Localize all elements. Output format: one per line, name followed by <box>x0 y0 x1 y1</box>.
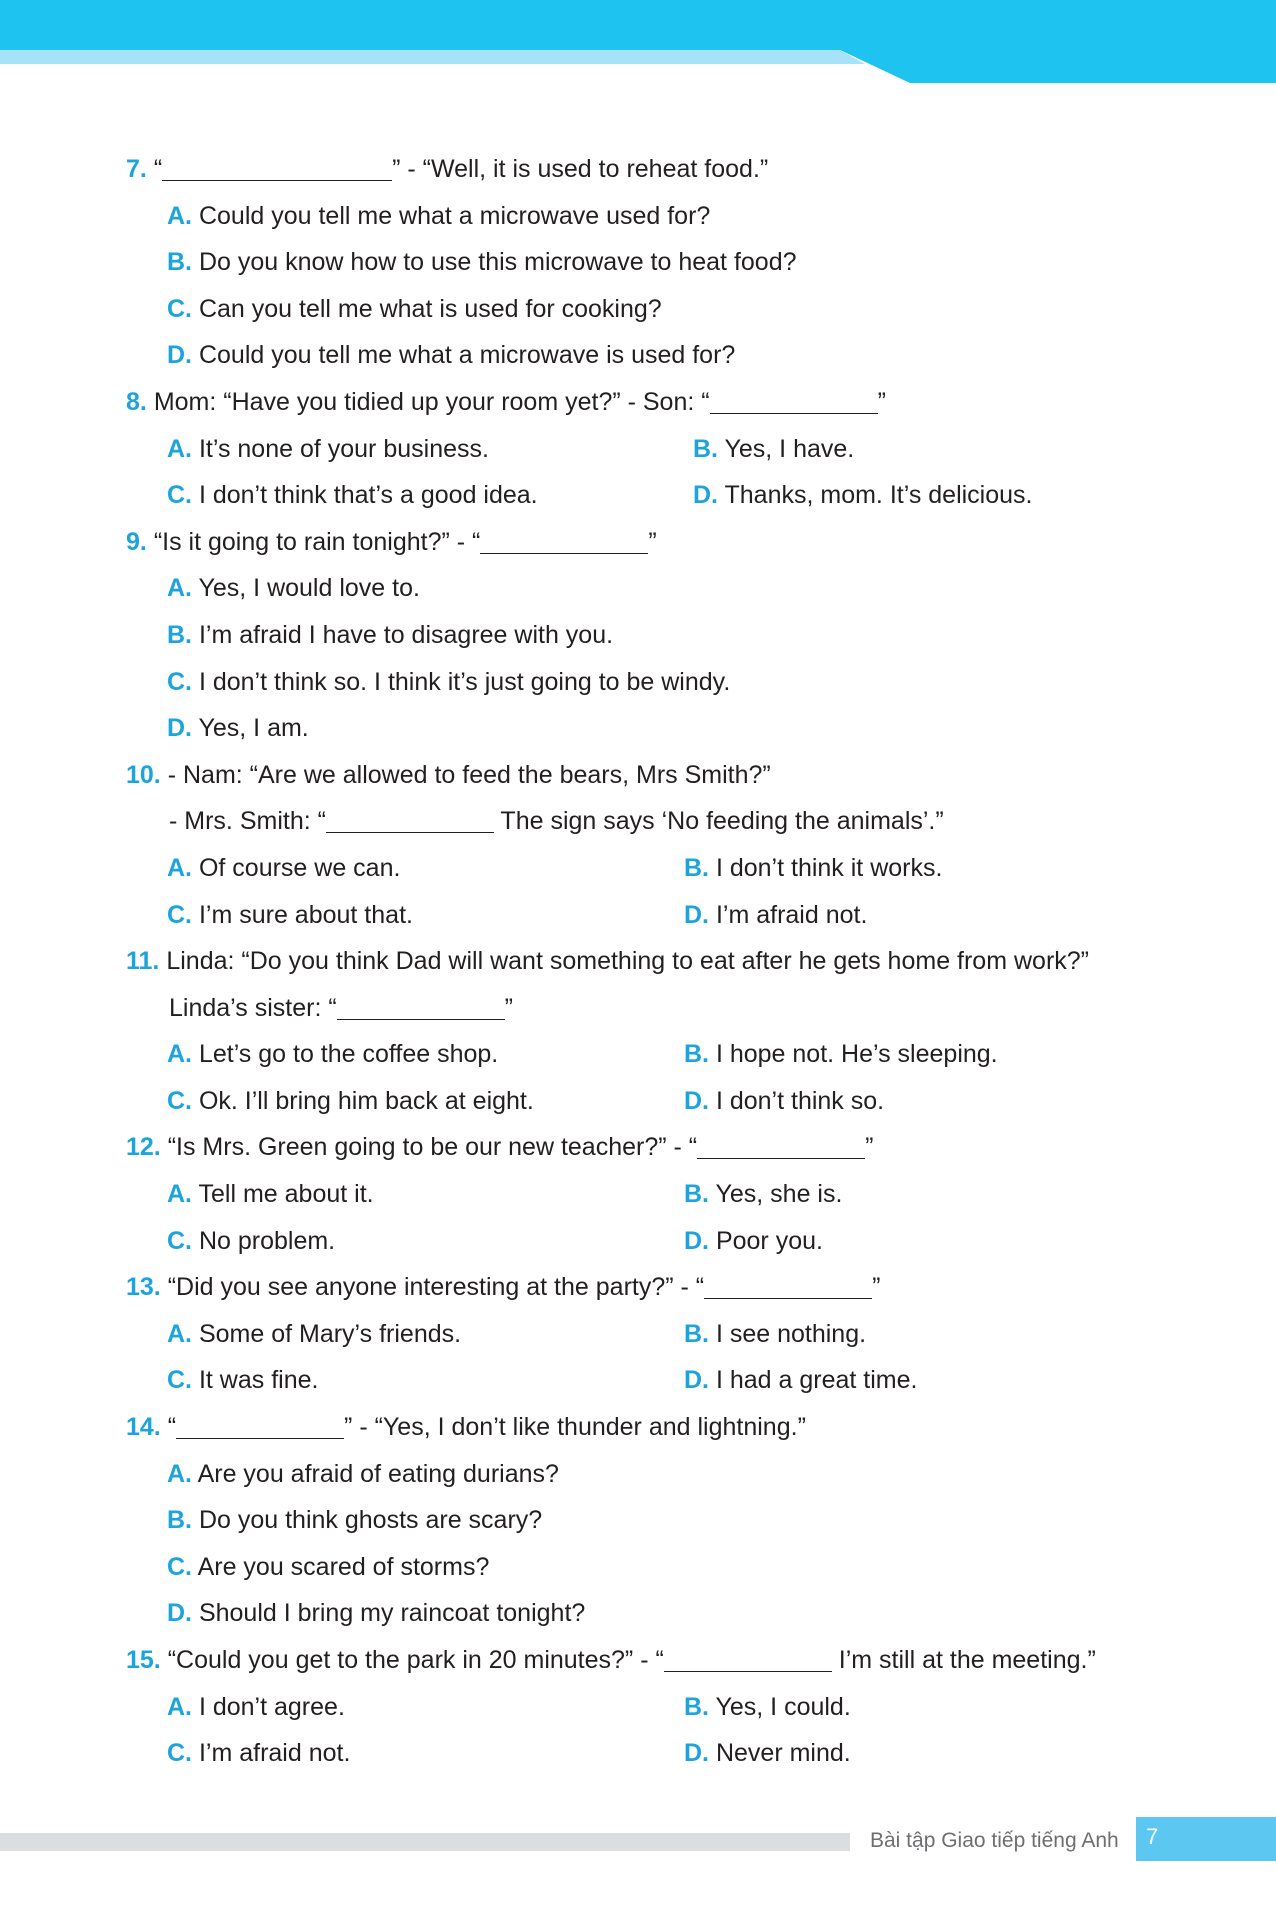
option-letter: A. <box>167 1180 192 1209</box>
question-text: - Nam: “Are we allowed to feed the bears, Mrs Smith?” <box>167 760 771 789</box>
option-letter: D. <box>684 900 709 929</box>
option-text: I don’t think that’s a good idea. <box>198 481 538 510</box>
answer-blank <box>176 1410 344 1439</box>
option-letter: D. <box>684 1739 709 1768</box>
option-letter: B. <box>684 1319 709 1348</box>
question-number: 14. <box>126 1413 161 1442</box>
question-text: “Is it going to rain tonight?” - “ <box>153 527 481 556</box>
answer-blank <box>337 991 505 1020</box>
option-text: I don’t think it works. <box>715 853 943 882</box>
option-letter: A. <box>167 574 192 603</box>
answer-option[interactable] <box>167 435 489 463</box>
option-letter: A. <box>167 1319 192 1348</box>
option-text: Of course we can. <box>198 853 401 882</box>
answer-blank <box>704 1270 872 1299</box>
question-text: The sign says ‘No feeding the animals’.” <box>493 807 944 836</box>
option-text: I don’t agree. <box>198 1692 345 1721</box>
answer-row <box>126 1218 1166 1265</box>
answer-option[interactable] <box>126 705 1166 752</box>
option-text: Do you think ghosts are scary? <box>198 1506 543 1535</box>
option-letter: B. <box>684 1692 709 1721</box>
question-text: “Did you see anyone interesting at the party?” - “ <box>167 1273 705 1302</box>
question-number: 13. <box>126 1273 161 1302</box>
question-number: 9. <box>126 527 147 556</box>
option-letter: C. <box>167 1086 192 1115</box>
answer-option[interactable] <box>126 1590 1166 1637</box>
question-stem <box>126 379 1166 426</box>
question-text: ” - “Yes, I don’t like thunder and lightning.” <box>344 1413 806 1442</box>
option-letter: A. <box>167 853 192 882</box>
question-text: ” <box>872 1273 881 1302</box>
option-text: I see nothing. <box>715 1319 867 1348</box>
answer-option[interactable] <box>684 1218 823 1265</box>
option-text: Do you know how to use this microwave to heat food? <box>198 248 797 277</box>
option-text: Yes, she is. <box>715 1180 843 1209</box>
option-text: Ok. I’ll bring him back at eight. <box>198 1086 534 1115</box>
answer-row <box>126 472 1166 519</box>
option-letter: C. <box>167 900 192 929</box>
option-text: I’m afraid not. <box>198 1739 351 1768</box>
question-text: Linda: “Do you think Dad will want something to eat after he gets home from work?” <box>166 947 1089 976</box>
option-text: I’m sure about that. <box>198 900 413 929</box>
question-continuation <box>126 798 1166 845</box>
option-text: It was fine. <box>198 1366 319 1395</box>
answer-row <box>126 426 1166 473</box>
answer-row <box>126 1684 1166 1731</box>
option-text: I don’t think so. <box>715 1086 885 1115</box>
option-text: Let’s go to the coffee shop. <box>198 1040 499 1069</box>
option-letter: C. <box>167 294 192 323</box>
answer-row <box>126 845 1166 892</box>
answer-row <box>126 1078 1166 1125</box>
question-text: “ <box>153 155 163 183</box>
answer-option[interactable] <box>126 332 1166 379</box>
answer-option[interactable] <box>167 1366 318 1394</box>
option-text: Are you afraid of eating durians? <box>197 1459 559 1488</box>
option-text: Yes, I am. <box>198 714 309 743</box>
option-letter: B. <box>684 1040 709 1069</box>
answer-row <box>126 1357 1166 1404</box>
answer-option[interactable] <box>167 1040 498 1068</box>
answer-option[interactable] <box>167 1739 350 1767</box>
answer-blank <box>664 1643 832 1672</box>
option-text: Yes, I could. <box>715 1692 851 1721</box>
option-letter: A. <box>167 434 192 463</box>
answer-option[interactable] <box>167 854 400 882</box>
question-number: 10. <box>126 760 161 789</box>
answer-row <box>126 1730 1166 1777</box>
option-text: I’m afraid not. <box>715 900 868 929</box>
question-stem <box>126 1404 1166 1451</box>
option-text: I’m afraid I have to disagree with you. <box>198 620 614 649</box>
answer-option[interactable] <box>167 1087 534 1115</box>
question-stem <box>126 146 1166 193</box>
answer-row <box>126 1171 1166 1218</box>
question-text: Mom: “Have you tidied up your room yet?” - Son: “ <box>153 387 710 416</box>
question-text: “Is Mrs. Green going to be our new teacher?” - “ <box>167 1133 698 1162</box>
question-text: ” <box>648 527 657 556</box>
option-letter: C. <box>167 1366 192 1395</box>
option-letter: D. <box>167 341 192 370</box>
answer-blank <box>480 525 648 554</box>
answer-option[interactable] <box>167 1320 461 1348</box>
question-text: Linda’s sister: “ <box>169 993 337 1022</box>
option-text: Yes, I would love to. <box>198 574 420 603</box>
option-letter: B. <box>167 620 192 649</box>
option-letter: D. <box>684 1226 709 1255</box>
question-stem <box>126 519 1166 566</box>
answer-blank <box>710 385 878 414</box>
answer-row <box>126 1311 1166 1358</box>
option-letter: B. <box>684 853 709 882</box>
answer-option[interactable] <box>126 193 1166 240</box>
option-letter: C. <box>167 667 192 696</box>
answer-option[interactable] <box>126 286 1166 333</box>
option-letter: A. <box>167 1040 192 1069</box>
question-text: ” <box>865 1133 874 1162</box>
option-letter: B. <box>167 1506 192 1535</box>
question-text: “ <box>167 1413 177 1442</box>
option-letter: C. <box>167 1552 192 1581</box>
answer-row <box>126 892 1166 939</box>
answer-option[interactable] <box>684 1311 866 1358</box>
answer-option[interactable] <box>167 1693 345 1721</box>
question-text: ” <box>877 387 886 416</box>
answer-option[interactable] <box>126 659 1166 706</box>
answer-option[interactable] <box>126 239 1166 286</box>
answer-option[interactable] <box>126 1497 1166 1544</box>
option-letter: C. <box>167 481 192 510</box>
answer-option[interactable] <box>693 472 1032 519</box>
answer-row <box>126 1031 1166 1078</box>
option-text: I had a great time. <box>715 1366 918 1395</box>
option-letter: A. <box>167 1692 192 1721</box>
question-stem <box>126 1124 1166 1171</box>
option-text: Thanks, mom. It’s delicious. <box>724 481 1033 510</box>
option-text: Could you tell me what a microwave is used for? <box>198 341 736 370</box>
option-letter: A. <box>167 1459 192 1488</box>
answer-option[interactable] <box>167 481 538 509</box>
option-text: Should I bring my raincoat tonight? <box>198 1599 586 1628</box>
option-text: I don’t think so. I think it’s just going to be windy. <box>198 667 731 696</box>
question-text: ” <box>504 993 513 1022</box>
option-text: Some of Mary’s friends. <box>198 1319 462 1348</box>
question-stem <box>126 1264 1166 1311</box>
answer-option[interactable] <box>126 1544 1166 1591</box>
answer-option[interactable] <box>684 845 942 892</box>
question-number: 15. <box>126 1646 161 1674</box>
question-number: 7. <box>126 155 147 183</box>
option-letter: D. <box>684 1366 709 1395</box>
header-band <box>0 0 1276 84</box>
option-text: Yes, I have. <box>724 434 855 463</box>
question-stem <box>126 938 1166 985</box>
option-letter: B. <box>684 1180 709 1209</box>
answer-option[interactable] <box>126 612 1166 659</box>
answer-option[interactable] <box>167 1180 374 1208</box>
option-text: Never mind. <box>715 1739 851 1768</box>
option-letter: B. <box>693 434 718 463</box>
question-text: ” - “Well, it is used to reheat food.” <box>392 155 769 183</box>
option-letter: B. <box>167 248 192 277</box>
question-stem <box>126 1637 1166 1684</box>
answer-option[interactable] <box>167 901 413 929</box>
option-text: Poor you. <box>715 1226 823 1255</box>
question-number: 11. <box>126 947 160 976</box>
answer-option[interactable] <box>684 1031 998 1078</box>
question-number: 8. <box>126 387 147 416</box>
answer-blank <box>326 804 494 833</box>
question-text: “Could you get to the park in 20 minutes?” - “ <box>167 1646 664 1674</box>
option-text: Tell me about it. <box>198 1180 374 1209</box>
answer-blank <box>697 1130 865 1159</box>
question-text: I’m still at the meeting.” <box>831 1646 1096 1674</box>
answer-option[interactable] <box>684 1171 842 1218</box>
option-letter: D. <box>167 714 192 743</box>
answer-option[interactable] <box>693 426 854 473</box>
option-letter: C. <box>167 1226 192 1255</box>
answer-option[interactable] <box>684 1078 884 1125</box>
question-text: - Mrs. Smith: “ <box>169 807 326 836</box>
option-text: No problem. <box>198 1226 336 1255</box>
footer-book-title: Bài tập Giao tiếp tiếng Anh <box>870 1829 1119 1852</box>
answer-option[interactable] <box>684 1357 917 1404</box>
answer-option[interactable] <box>126 1451 1166 1498</box>
option-letter: D. <box>684 1086 709 1115</box>
answer-option[interactable] <box>684 1684 851 1731</box>
question-stem <box>126 752 1166 799</box>
option-text: I hope not. He’s sleeping. <box>715 1040 998 1069</box>
option-text: Could you tell me what a microwave used for? <box>198 201 711 230</box>
answer-option[interactable] <box>684 1730 851 1777</box>
page-number: 7 <box>1146 1824 1159 1849</box>
answer-blank <box>162 152 392 181</box>
questions-list <box>126 146 1166 1777</box>
option-letter: C. <box>167 1739 192 1768</box>
option-text: It’s none of your business. <box>198 434 489 463</box>
option-letter: A. <box>167 201 192 230</box>
answer-option[interactable] <box>167 1227 335 1255</box>
question-number: 12. <box>126 1133 161 1162</box>
footer-bar <box>0 1833 850 1851</box>
option-text: Are you scared of storms? <box>197 1552 490 1581</box>
answer-option[interactable] <box>126 565 1166 612</box>
option-letter: D. <box>693 481 718 510</box>
option-letter: D. <box>167 1599 192 1628</box>
question-continuation <box>126 985 1166 1032</box>
answer-option[interactable] <box>684 892 867 939</box>
option-text: Can you tell me what is used for cooking? <box>198 294 662 323</box>
